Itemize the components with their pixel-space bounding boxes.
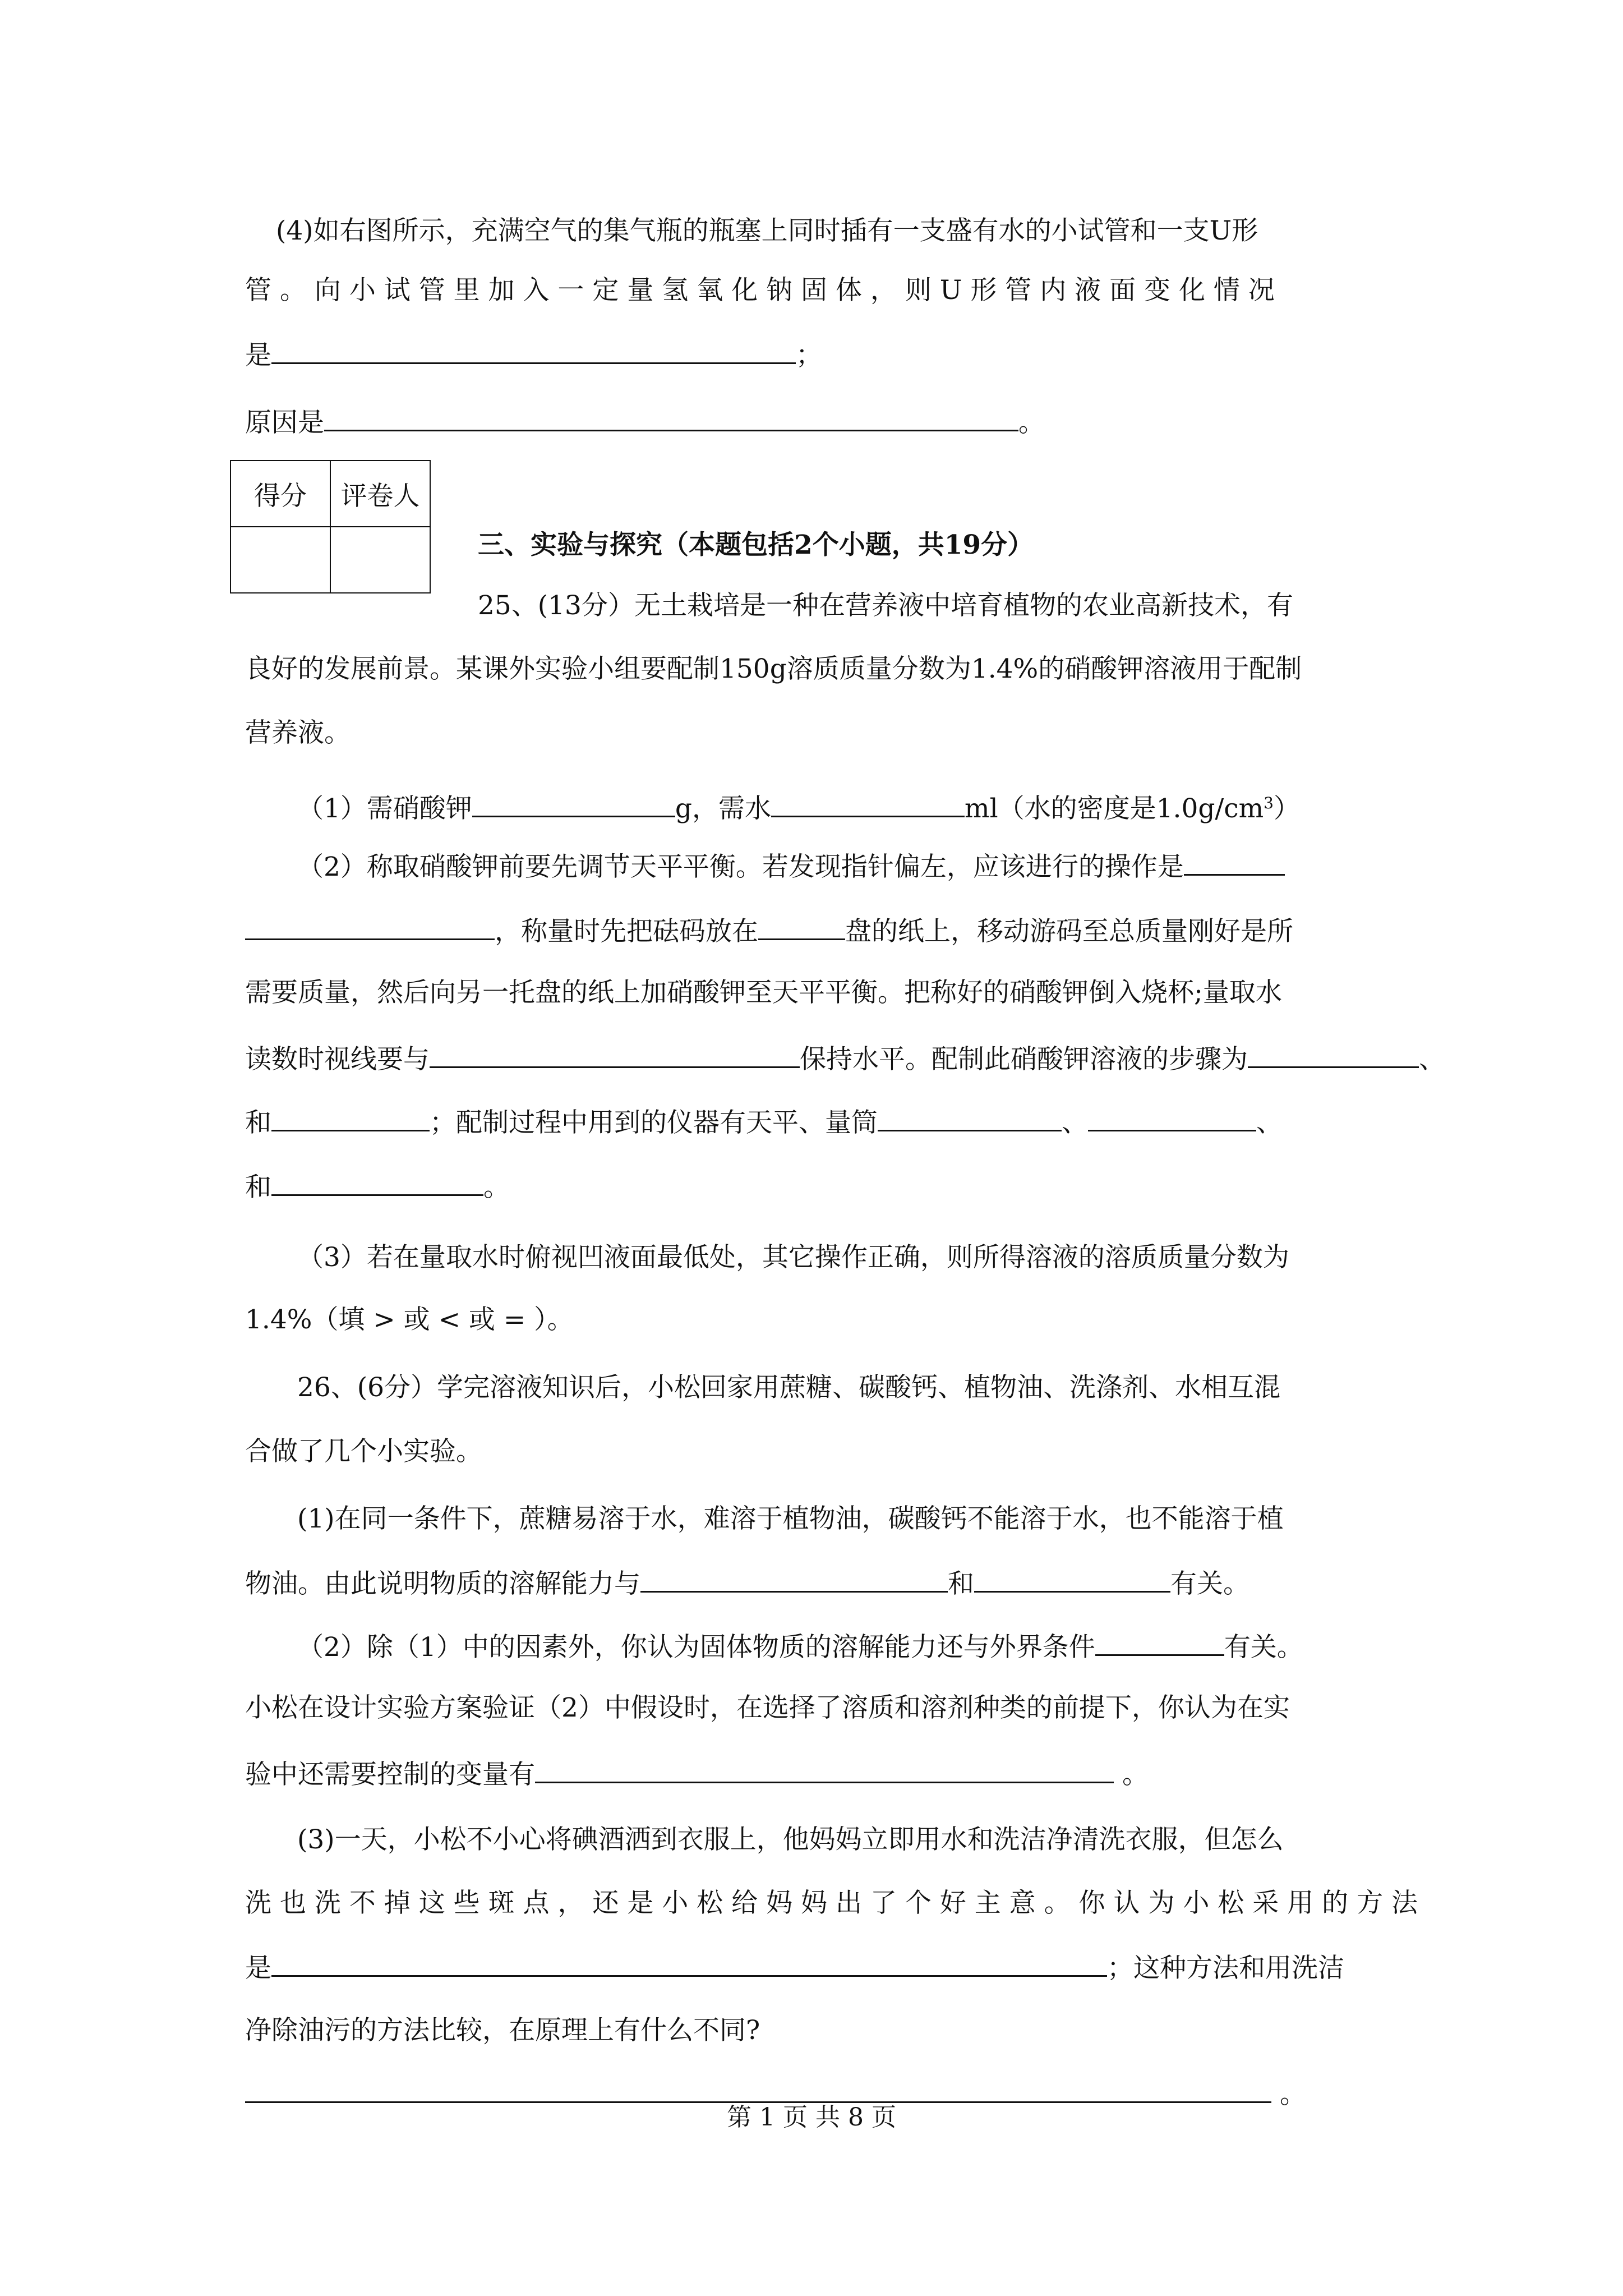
q25-p1-superscript: 3 xyxy=(1264,794,1274,812)
q25-p2-text-j: 、 xyxy=(1062,1107,1088,1138)
q26-p3-text-f: 。 xyxy=(1271,2079,1306,2110)
q25-balance-operation-blank-1[interactable] xyxy=(1184,848,1285,876)
q4-line4 xyxy=(245,404,1045,440)
q25-p1-label-d: ） xyxy=(1273,793,1300,824)
q26-p3-text-d: ；这种方法和用洗洁 xyxy=(1107,1953,1344,1984)
q26-p3-text-c: 是 xyxy=(245,1953,271,1984)
q25-p2-text-f: 保持水平。配制此硝酸钾溶液的步骤为 xyxy=(800,1044,1248,1075)
q25-p2-text-m: 。 xyxy=(483,1172,510,1203)
q4-reason-end: 。 xyxy=(1018,407,1045,438)
q26-condition-blank[interactable] xyxy=(1095,1628,1224,1656)
q26-p1-text-c: 和 xyxy=(948,1568,974,1599)
q26-p2-text-b: 有关。 xyxy=(1224,1632,1303,1663)
q25-part3-line1: （3）若在量取水时俯视凹液面最低处，其它操作正确，则所得溶液的溶质质量分数为 xyxy=(297,1242,1289,1273)
q25-p2-text-l: 和 xyxy=(245,1172,271,1203)
q25-instrument-blank-1[interactable] xyxy=(878,1104,1062,1131)
q25-part2-line6 xyxy=(245,1168,510,1204)
q25-part2-line4 xyxy=(245,1041,1445,1076)
q25-step-blank-1[interactable] xyxy=(1248,1041,1419,1068)
q4-answer-end: ； xyxy=(796,340,822,371)
q4-line1: (4)如右图所示，充满空气的集气瓶的瓶塞上同时插有一支盛有水的小试管和一支U形 xyxy=(276,215,1258,246)
q26-p1-text-b: 物油。由此说明物质的溶解能力与 xyxy=(245,1568,640,1599)
q26-part2-line1 xyxy=(297,1628,1303,1664)
q25-balance-operation-blank-2[interactable] xyxy=(245,913,495,940)
q26-intro-2: 合做了几个小实验。 xyxy=(245,1436,482,1467)
q25-part2-line5 xyxy=(245,1104,1283,1140)
q25-intro-2: 良好的发展前景。某课外实验小组要配制150g溶质质量分数为1.4%的硝酸钾溶液用于配制 xyxy=(245,654,1302,684)
q26-intro-1: 26、(6分）学完溶液知识后，小松回家用蔗糖、碳酸钙、植物油、洗涤剂、水相互混 xyxy=(297,1372,1281,1403)
grader-cell[interactable] xyxy=(330,527,430,593)
q25-p2-text-a: （2）称取硝酸钾前要先调节天平平衡。若发现指针偏左，应该进行的操作是 xyxy=(297,852,1184,882)
score-cell[interactable] xyxy=(230,527,330,593)
grader-header: 评卷人 xyxy=(330,461,430,527)
q26-method-blank[interactable] xyxy=(271,1949,1107,1977)
q4-answer-label: 是 xyxy=(245,340,271,371)
score-table xyxy=(230,460,431,593)
q26-part2-line3 xyxy=(245,1756,1149,1792)
q25-instrument-blank-3[interactable] xyxy=(271,1168,483,1196)
q25-p2-text-h: 和 xyxy=(245,1107,271,1138)
q26-variable-blank[interactable] xyxy=(535,1756,1114,1783)
q25-intro-1: 25、(13分）无土栽培是一种在营养液中培育植物的农业高新技术，有 xyxy=(478,590,1293,621)
q25-p1-label-a: （1）需硝酸钾 xyxy=(297,793,472,824)
q26-p2-text-d: 验中还需要控制的变量有 xyxy=(245,1759,535,1790)
q26-factor-blank-1[interactable] xyxy=(640,1565,948,1593)
q25-potassium-nitrate-blank[interactable] xyxy=(472,790,675,817)
q26-part2-line2: 小松在设计实验方案验证（2）中假设时，在选择了溶质和溶剂种类的前提下，你认为在实 xyxy=(245,1692,1290,1723)
q25-water-blank[interactable] xyxy=(771,790,965,817)
q25-part3-line2: 1.4%（填 > 或 < 或 = ）。 xyxy=(245,1304,574,1335)
q25-sightline-blank[interactable] xyxy=(430,1041,800,1068)
q25-pan-blank[interactable] xyxy=(758,913,845,940)
q25-step-blank-2[interactable] xyxy=(271,1104,430,1131)
q25-intro-3: 营养液。 xyxy=(245,717,351,748)
q25-part2-line1 xyxy=(297,848,1285,884)
section3-title: 三、实验与探究（本题包括2个小题，共19分） xyxy=(478,530,1034,560)
q26-part3-line2: 洗 也 洗 不 掉 这 些 斑 点 ， 还 是 小 松 给 妈 妈 出 了 个 好 主 意 。 你 认 为 小 松 采 用 的 方 法 xyxy=(245,1888,1418,1918)
score-header: 得分 xyxy=(230,461,330,527)
q25-part2-line3: 需要质量，然后向另一托盘的纸上加硝酸钾至天平平衡。把称好的硝酸钾倒入烧杯;量取水 xyxy=(245,977,1282,1008)
page-footer: 第 1 页 共 8 页 xyxy=(727,2103,896,2132)
q25-part1 xyxy=(297,790,1300,826)
q26-p2-text-e: 。 xyxy=(1114,1759,1149,1790)
q26-part3-line4: 净除油污的方法比较，在原理上有什么不同? xyxy=(245,2015,760,2046)
q25-p2-text-i: ；配制过程中用到的仪器有天平、量筒 xyxy=(430,1107,878,1138)
q25-part2-line2 xyxy=(245,913,1293,949)
q4-reason-blank[interactable] xyxy=(324,404,1018,431)
q25-p1-label-c: ml（水的密度是1.0g/cm xyxy=(965,793,1264,824)
q25-p2-text-k: 、 xyxy=(1256,1107,1283,1138)
q25-instrument-blank-2[interactable] xyxy=(1088,1104,1256,1131)
q26-part1-line2 xyxy=(245,1565,1249,1601)
q4-reason-label: 原因是 xyxy=(245,407,324,438)
q25-p2-text-b: ，称量时先把砝码放在 xyxy=(495,916,758,947)
q25-p2-text-c: 盘的纸上，移动游码至总质量刚好是所 xyxy=(845,916,1293,947)
q26-part1-line1: (1)在同一条件下，蔗糖易溶于水，难溶于植物油，碳酸钙不能溶于水，也不能溶于植 xyxy=(297,1503,1284,1534)
q26-part3-line3 xyxy=(245,1949,1344,1985)
q26-part3-line1: (3)一天，小松不小心将碘酒洒到衣服上，他妈妈立即用水和洗洁净清洗衣服，但怎么 xyxy=(297,1824,1284,1855)
q26-factor-blank-2[interactable] xyxy=(974,1565,1170,1593)
q26-p2-text-a: （2）除（1）中的因素外，你认为固体物质的溶解能力还与外界条件 xyxy=(297,1632,1095,1663)
q26-p1-text-d: 有关。 xyxy=(1170,1568,1249,1599)
q25-p2-text-g: 、 xyxy=(1419,1044,1445,1075)
q4-line2: 管 。 向 小 试 管 里 加 入 一 定 量 氢 氧 化 钠 固 体 ， 则 U 形 管 内 液 面 变 化 情 况 xyxy=(245,275,1275,306)
q4-line3 xyxy=(245,337,822,372)
q25-p2-text-e: 读数时视线要与 xyxy=(245,1044,430,1075)
q25-p1-label-b: g，需水 xyxy=(675,793,771,824)
q4-answer-blank[interactable] xyxy=(271,337,796,364)
